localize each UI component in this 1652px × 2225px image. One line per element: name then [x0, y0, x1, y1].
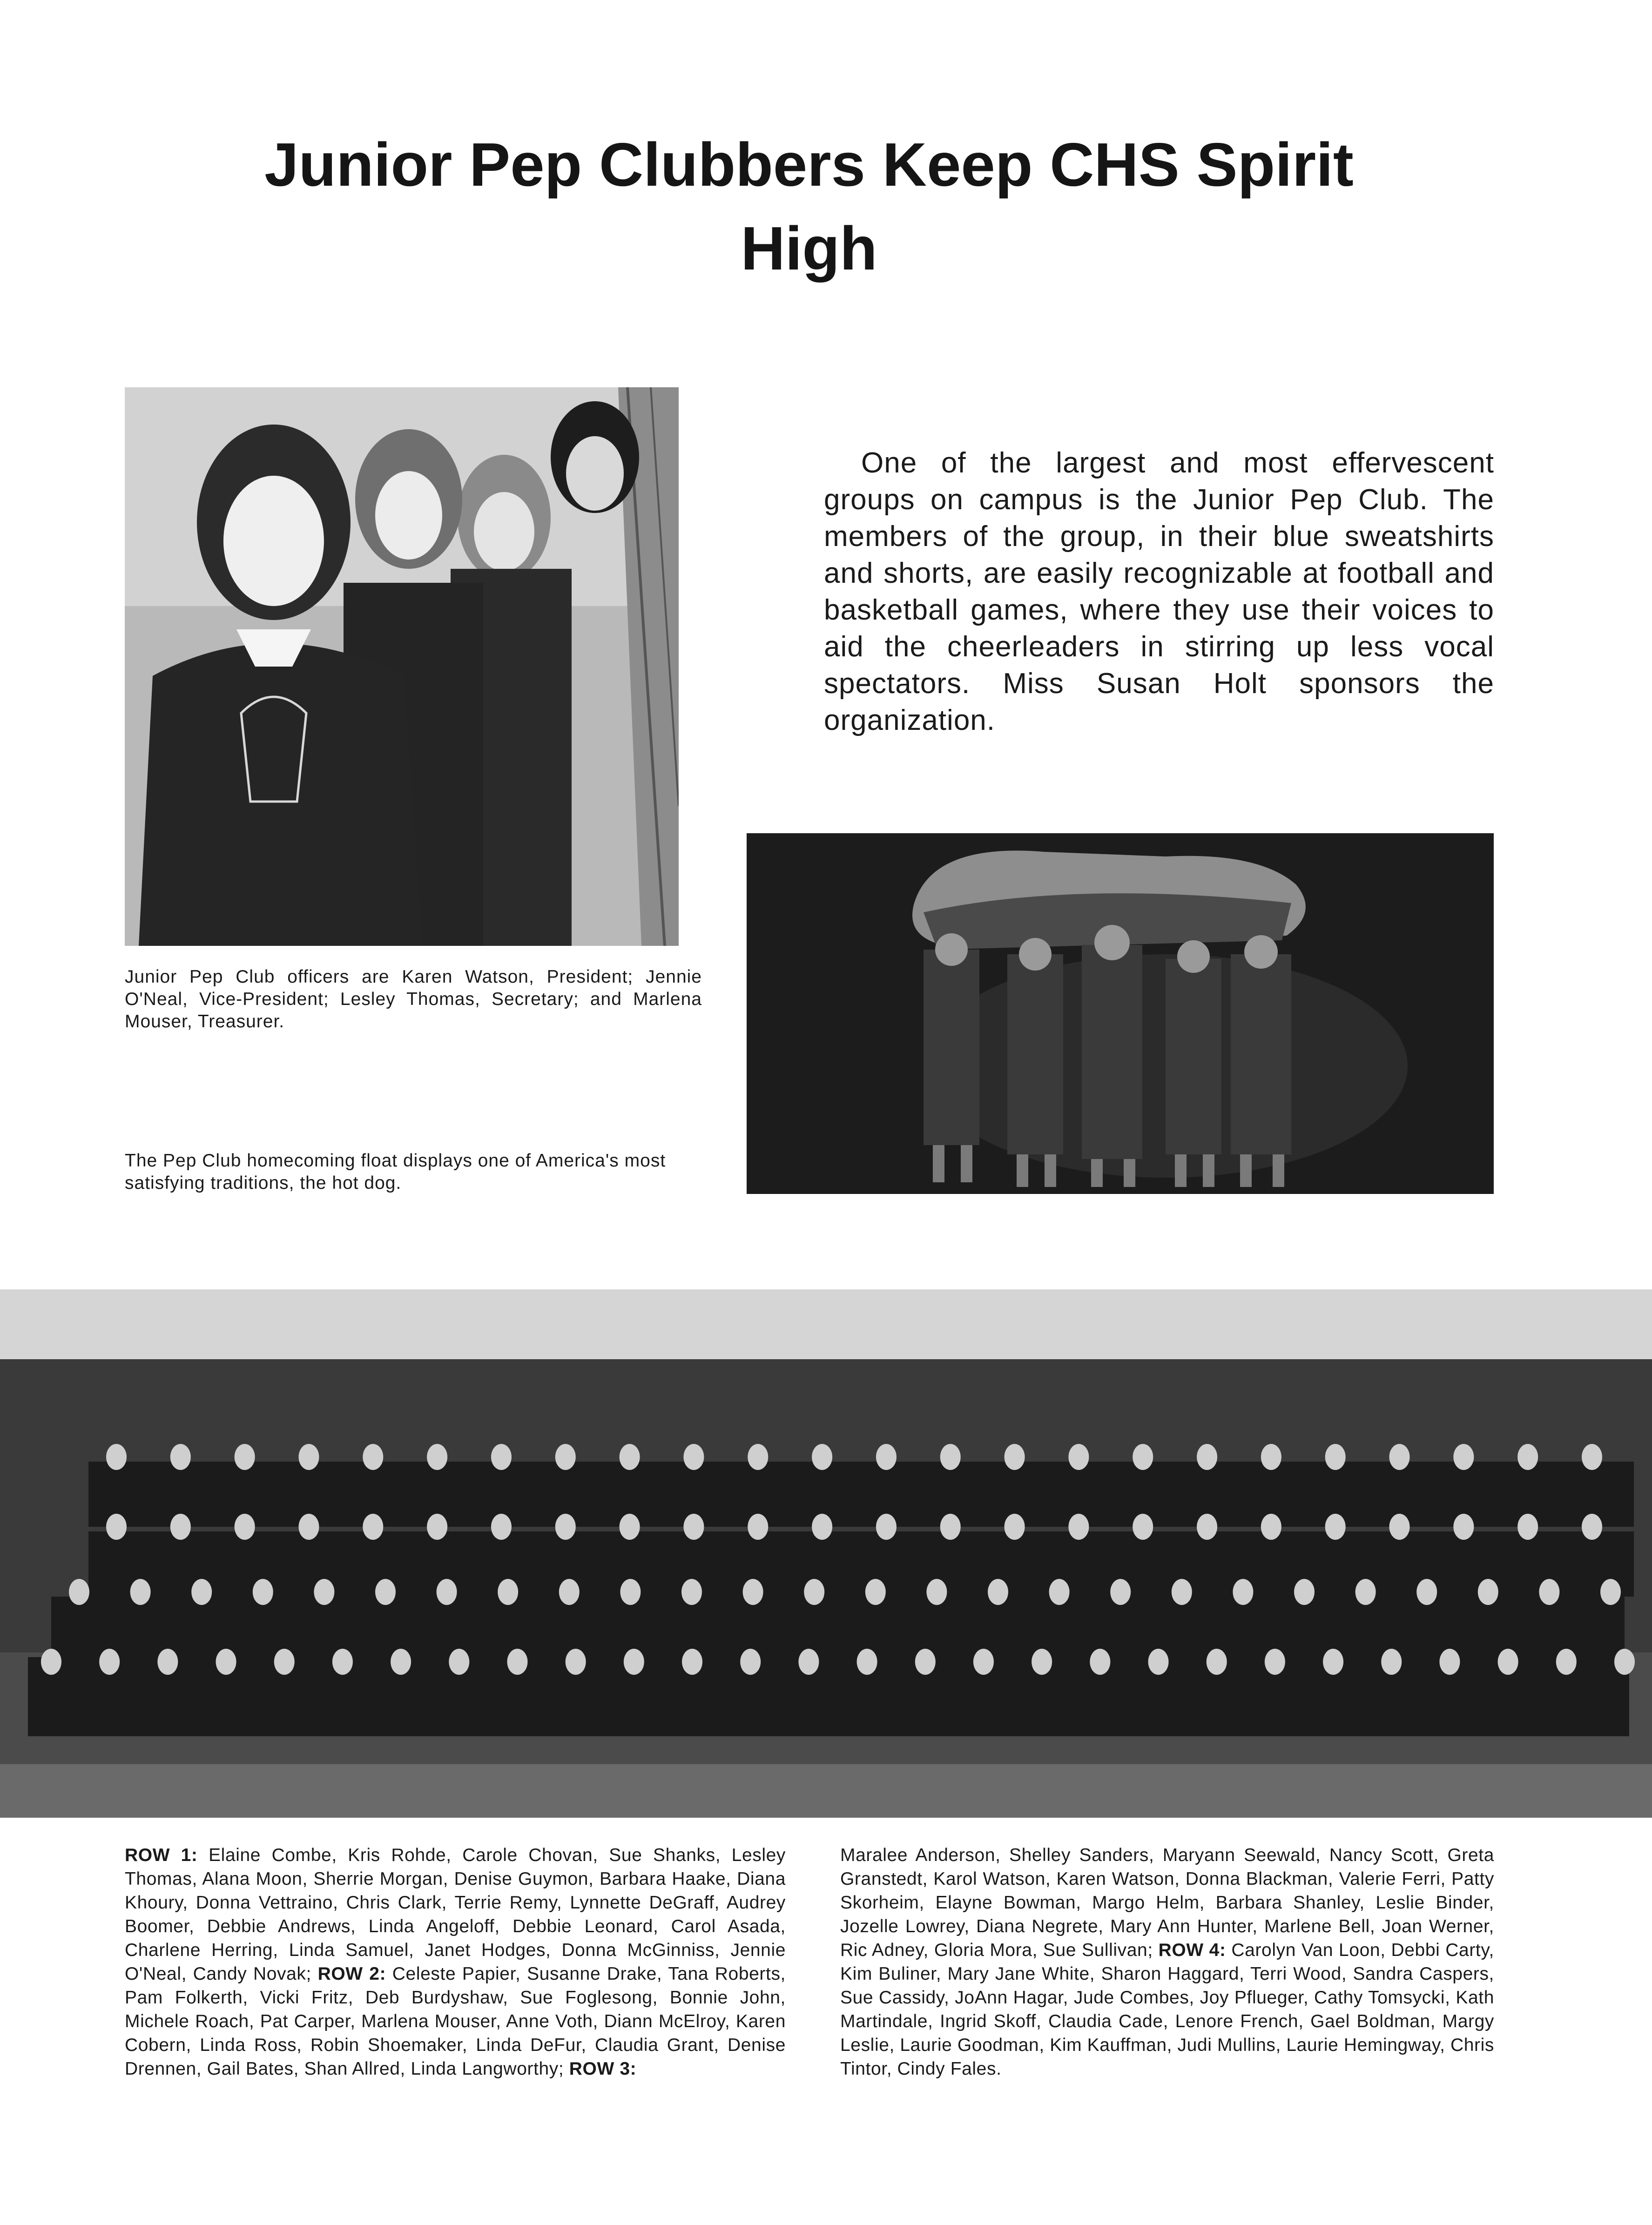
row4-names: Carolyn Van Loon, Debbi Carty, Kim Buliner, Mary Jane White, Sharon Haggard, Terri Wood, Sandra Caspers, Sue Cassidy, JoAnn Hagar, Jude Combes, Joy Pflueger, Cathy Tomsycki, Kath Martindale, Ingrid Skoff, Claudia Cade, Lenore French, Gael Boldman, Margy Leslie, Laurie Goodman, Kim Kauffman, Judi Mullins, Laurie Hemingway, Chris Tintor, Cindy Fales. — [840, 1940, 1494, 2079]
row3-label: ROW 3: — [569, 2059, 637, 2079]
group-photo — [0, 1289, 1652, 1818]
officers-photo — [125, 387, 679, 946]
float-caption: The Pep Club homecoming float displays one of America's most satisfying traditions, the hot dog. — [125, 1151, 666, 1193]
officers-caption: Junior Pep Club officers are Karen Watson, President; Jennie O'Neal, Vice-President; Lesley Thomas, Secretary; and Marlena Mouser, Treasurer. — [125, 967, 702, 1032]
row2-names: Celeste Papier, Susanne Drake, Tana Roberts, Pam Folkerth, Vicki Fritz, Deb Burdyshaw, Sue Foglesong, Bonnie John, Michele Roach, Pat Carper, Marlena Mouser, Anne Voth, Diann McElroy, Karen Cobern, Linda Ross, Robin Shoemaker, Linda DeFur, Claudia Grant, Denise Drennen, Gail Bates, Shan Allred, Linda Langworthy; — [125, 1964, 786, 2079]
page-title: Junior Pep Clubbers Keep CHS Spirit High — [264, 130, 1354, 283]
row3-names: Maralee Anderson, Shelley Sanders, Maryann Seewald, Nancy Scott, Greta Granstedt, Karol Watson, Karen Watson, Donna Blackman, Valerie Ferri, Patty Skorheim, Elayne Bowman, Margo Helm, Barbara Shanley, Leslie Binder, Jozelle Lowrey, Diana Negrete, Mary Ann Hunter, Marlene Bell, Joan Werner, Ric Adney, Gloria Mora, Sue Sullivan; — [840, 1845, 1494, 1960]
intro-paragraph: One of the largest and most effervescent groups on campus is the Junior Pep Club. The members of the group, in their blue sweatshirts and shorts, are easily recognizable at football and basketball games, where they use their voices to aid the cheerleaders in stirring up less vocal spectators. Miss Susan Holt sponsors the organization. — [824, 447, 1494, 736]
row1-label: ROW 1: — [125, 1845, 198, 1865]
row2-label: ROW 2: — [317, 1964, 386, 1984]
row1-names: Elaine Combe, Kris Rohde, Carole Chovan, Sue Shanks, Lesley Thomas, Alana Moon, Sherrie Morgan, Denise Guymon, Barbara Haake, Diana Khoury, Donna Vettraino, Chris Clark, Terrie Remy, Lynnette DeGraff, Audrey Boomer, Debbie Andrews, Linda Angeloff, Debbie Leonard, Carol Asada, Charlene Herring, Linda Samuel, Janet Hodges, Donna McGinniss, Jennie O'Neal, Candy Novak; — [125, 1845, 786, 1984]
roster-right-column — [840, 1843, 1494, 2081]
roster-left-column — [125, 1843, 786, 2081]
homecoming-float-photo — [747, 833, 1494, 1194]
row4-label: ROW 4: — [1158, 1940, 1226, 1960]
